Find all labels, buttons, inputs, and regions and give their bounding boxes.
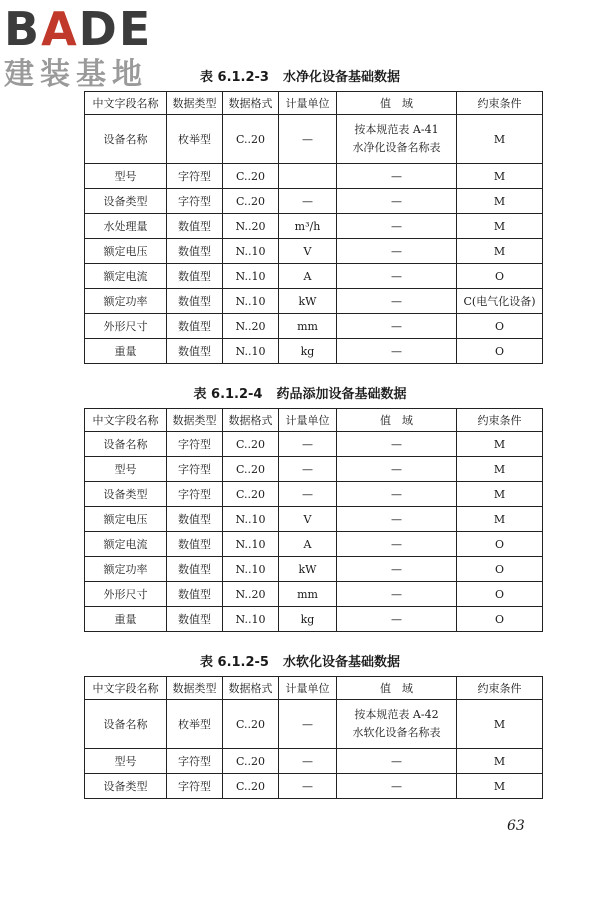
- table-cell: 设备类型: [85, 189, 167, 214]
- table-cell: N..20: [223, 214, 279, 239]
- table-cell: —: [337, 189, 457, 214]
- table-cell: C..20: [223, 457, 279, 482]
- table-cell: 重量: [85, 339, 167, 364]
- table-cell: M: [457, 432, 543, 457]
- table-cell: 字符型: [167, 457, 223, 482]
- table-cell: A: [279, 532, 337, 557]
- column-header: 数据类型: [167, 677, 223, 700]
- table-cell: 水处理量: [85, 214, 167, 239]
- table-cell: 按本规范表 A-42 水软化设备名称表: [337, 700, 457, 749]
- table-row: [85, 164, 543, 189]
- column-header: 计量单位: [279, 92, 337, 115]
- column-header: 值 域: [337, 409, 457, 432]
- table-cell: 型号: [85, 164, 167, 189]
- table-cell: N..10: [223, 607, 279, 632]
- table-cell: —: [337, 532, 457, 557]
- table-cell: M: [457, 457, 543, 482]
- table-row: [85, 432, 543, 457]
- table-cell: 数值型: [167, 607, 223, 632]
- table-chemical-dosing: [84, 408, 543, 632]
- logo-wordmark: BADE: [4, 2, 153, 56]
- table-cell: —: [337, 774, 457, 799]
- table-row: [85, 749, 543, 774]
- table-cell: 数值型: [167, 339, 223, 364]
- table-cell: kg: [279, 607, 337, 632]
- column-header: 计量单位: [279, 677, 337, 700]
- table-cell: mm: [279, 314, 337, 339]
- table-cell: 额定电流: [85, 532, 167, 557]
- table-cell: N..10: [223, 289, 279, 314]
- table-cell: M: [457, 482, 543, 507]
- table-cell: —: [279, 189, 337, 214]
- table-cell: 枚举型: [167, 115, 223, 164]
- table-cell: 数值型: [167, 582, 223, 607]
- table-cell: O: [457, 607, 543, 632]
- table-cell: 型号: [85, 749, 167, 774]
- table-row: [85, 239, 543, 264]
- column-header: 值 域: [337, 92, 457, 115]
- table-cell: —: [279, 432, 337, 457]
- table-cell: —: [337, 749, 457, 774]
- table-cell: M: [457, 507, 543, 532]
- table-cell: O: [457, 582, 543, 607]
- table-cell: C(电气化设备): [457, 289, 543, 314]
- column-header: 数据类型: [167, 92, 223, 115]
- table-cell: O: [457, 264, 543, 289]
- table-cell: —: [279, 749, 337, 774]
- column-header: 数据格式: [223, 409, 279, 432]
- table-cell: —: [337, 289, 457, 314]
- table-cell: 数值型: [167, 289, 223, 314]
- table-cell: 数值型: [167, 314, 223, 339]
- table-cell: 设备类型: [85, 774, 167, 799]
- column-header: 数据格式: [223, 677, 279, 700]
- table-cell: 数值型: [167, 264, 223, 289]
- column-header: 中文字段名称: [85, 92, 167, 115]
- table-cell: 重量: [85, 607, 167, 632]
- table-cell: —: [279, 482, 337, 507]
- column-header: 数据格式: [223, 92, 279, 115]
- table-cell: kW: [279, 289, 337, 314]
- table-cell: O: [457, 532, 543, 557]
- table-cell: 设备名称: [85, 432, 167, 457]
- table-row: [85, 582, 543, 607]
- table-cell: —: [337, 339, 457, 364]
- table-cell: —: [337, 264, 457, 289]
- table-cell: 设备名称: [85, 115, 167, 164]
- table-cell: 字符型: [167, 774, 223, 799]
- table-cell: 外形尺寸: [85, 314, 167, 339]
- table-cell: C..20: [223, 164, 279, 189]
- table-cell: 按本规范表 A-41 水净化设备名称表: [337, 115, 457, 164]
- table-cell: 额定电流: [85, 264, 167, 289]
- table-cell: 数值型: [167, 214, 223, 239]
- table-cell: 字符型: [167, 432, 223, 457]
- table-row: [85, 264, 543, 289]
- table-cell: N..10: [223, 239, 279, 264]
- table-water-softening: [84, 676, 543, 799]
- table-cell: —: [337, 314, 457, 339]
- table-row: [85, 314, 543, 339]
- table-cell: M: [457, 115, 543, 164]
- table-row: [85, 557, 543, 582]
- table-row: [85, 214, 543, 239]
- table-row: [85, 532, 543, 557]
- table-cell: A: [279, 264, 337, 289]
- table-cell: —: [279, 115, 337, 164]
- table-row: [85, 700, 543, 749]
- table-cell: N..20: [223, 314, 279, 339]
- table-cell: V: [279, 507, 337, 532]
- table-cell: —: [337, 164, 457, 189]
- table-cell: N..10: [223, 557, 279, 582]
- table-cell: —: [337, 239, 457, 264]
- table-cell: mm: [279, 582, 337, 607]
- table-cell: O: [457, 557, 543, 582]
- table-water-purification: [84, 91, 543, 364]
- table-cell: C..20: [223, 115, 279, 164]
- table-cell: 字符型: [167, 482, 223, 507]
- column-header: 中文字段名称: [85, 677, 167, 700]
- table-cell: —: [337, 214, 457, 239]
- table-cell: 字符型: [167, 749, 223, 774]
- table-row: [85, 507, 543, 532]
- table-cell: kg: [279, 339, 337, 364]
- table-cell: 额定电压: [85, 507, 167, 532]
- table-cell: N..20: [223, 582, 279, 607]
- table-cell: 设备名称: [85, 700, 167, 749]
- table-cell: M: [457, 239, 543, 264]
- table-cell: —: [337, 482, 457, 507]
- table-cell: kW: [279, 557, 337, 582]
- table-cell: C..20: [223, 482, 279, 507]
- table-row: [85, 189, 543, 214]
- table-row: [85, 607, 543, 632]
- table-caption-1: 表 6.1.2-3 水净化设备基础数据: [200, 70, 400, 85]
- table-cell: M: [457, 774, 543, 799]
- table-cell: O: [457, 314, 543, 339]
- table-caption-2: 表 6.1.2-4 药品添加设备基础数据: [193, 387, 407, 402]
- table-cell: N..10: [223, 507, 279, 532]
- table-cell: —: [279, 700, 337, 749]
- table-cell: —: [337, 582, 457, 607]
- table-cell: C..20: [223, 749, 279, 774]
- column-header: 数据类型: [167, 409, 223, 432]
- table-cell: N..10: [223, 339, 279, 364]
- table-cell: M: [457, 164, 543, 189]
- table-row: [85, 115, 543, 164]
- table-cell: 设备类型: [85, 482, 167, 507]
- table-cell: 外形尺寸: [85, 582, 167, 607]
- table-cell: N..10: [223, 264, 279, 289]
- table-cell: C..20: [223, 700, 279, 749]
- table-cell: [279, 164, 337, 189]
- table-row: [85, 457, 543, 482]
- table-cell: —: [279, 774, 337, 799]
- table-row: [85, 774, 543, 799]
- table-cell: C..20: [223, 189, 279, 214]
- table-cell: —: [337, 457, 457, 482]
- logo-subtitle: 建装基地: [4, 57, 148, 92]
- column-header: 约束条件: [457, 92, 543, 115]
- column-header: 约束条件: [457, 677, 543, 700]
- table-row: [85, 289, 543, 314]
- table-cell: 枚举型: [167, 700, 223, 749]
- table-cell: 型号: [85, 457, 167, 482]
- table-cell: O: [457, 339, 543, 364]
- table-cell: C..20: [223, 432, 279, 457]
- table-cell: m³/h: [279, 214, 337, 239]
- column-header: 计量单位: [279, 409, 337, 432]
- table-cell: C..20: [223, 774, 279, 799]
- table-cell: —: [279, 457, 337, 482]
- table-cell: M: [457, 749, 543, 774]
- table-row: [85, 482, 543, 507]
- table-cell: V: [279, 239, 337, 264]
- table-cell: M: [457, 214, 543, 239]
- table-cell: —: [337, 607, 457, 632]
- table-cell: M: [457, 700, 543, 749]
- page-number: 63: [507, 818, 525, 834]
- table-cell: N..10: [223, 532, 279, 557]
- table-cell: —: [337, 507, 457, 532]
- column-header: 值 域: [337, 677, 457, 700]
- table-cell: M: [457, 189, 543, 214]
- table-cell: 数值型: [167, 507, 223, 532]
- table-cell: 数值型: [167, 532, 223, 557]
- table-cell: —: [337, 557, 457, 582]
- table-cell: 额定功率: [85, 289, 167, 314]
- table-caption-3: 表 6.1.2-5 水软化设备基础数据: [200, 655, 400, 670]
- column-header: 约束条件: [457, 409, 543, 432]
- table-cell: 数值型: [167, 557, 223, 582]
- table-cell: 数值型: [167, 239, 223, 264]
- table-row: [85, 339, 543, 364]
- column-header: 中文字段名称: [85, 409, 167, 432]
- table-cell: —: [337, 432, 457, 457]
- table-cell: 字符型: [167, 164, 223, 189]
- table-cell: 字符型: [167, 189, 223, 214]
- table-cell: 额定电压: [85, 239, 167, 264]
- table-cell: 额定功率: [85, 557, 167, 582]
